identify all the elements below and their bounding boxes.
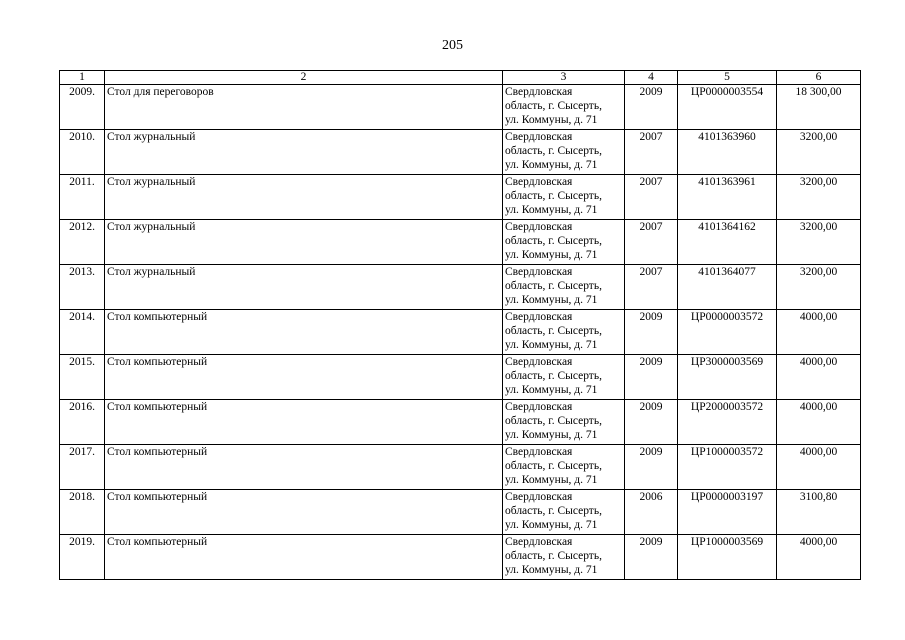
row-number: 2016. bbox=[60, 400, 105, 445]
item-cost: 4000,00 bbox=[777, 310, 861, 355]
item-address bbox=[503, 265, 625, 310]
item-name: Стол журнальный bbox=[105, 130, 503, 175]
item-year: 2009 bbox=[625, 310, 678, 355]
inventory-number: 4101363960 bbox=[678, 130, 777, 175]
table-row bbox=[60, 445, 861, 490]
address-line: область, г. Сысерть, bbox=[505, 100, 602, 112]
row-number: 2009. bbox=[60, 85, 105, 130]
column-header-1: 1 bbox=[60, 71, 105, 85]
table-row bbox=[60, 175, 861, 220]
address-line: область, г. Сысерть, bbox=[505, 505, 602, 517]
inventory-number: ЦР3000003569 bbox=[678, 355, 777, 400]
item-address bbox=[503, 490, 625, 535]
item-address bbox=[503, 445, 625, 490]
address-line: область, г. Сысерть, bbox=[505, 460, 602, 472]
column-header-5: 5 bbox=[678, 71, 777, 85]
address-line: Свердловская bbox=[505, 401, 573, 413]
item-year: 2007 bbox=[625, 130, 678, 175]
address-line: ул. Коммуны, д. 71 bbox=[505, 204, 598, 216]
address-line: область, г. Сысерть, bbox=[505, 190, 602, 202]
registry-table bbox=[59, 70, 861, 580]
inventory-number: ЦР0000003554 bbox=[678, 85, 777, 130]
item-year: 2009 bbox=[625, 400, 678, 445]
address-line: Свердловская bbox=[505, 356, 573, 368]
table-row bbox=[60, 130, 861, 175]
column-header-6: 6 bbox=[777, 71, 861, 85]
item-name: Стол журнальный bbox=[105, 175, 503, 220]
item-address bbox=[503, 220, 625, 265]
item-year: 2009 bbox=[625, 445, 678, 490]
table-body bbox=[60, 85, 861, 580]
column-header-2: 2 bbox=[105, 71, 503, 85]
item-year: 2007 bbox=[625, 175, 678, 220]
address-line: область, г. Сысерть, bbox=[505, 280, 602, 292]
address-line: Свердловская bbox=[505, 176, 573, 188]
address-line: ул. Коммуны, д. 71 bbox=[505, 519, 598, 531]
address-line: ул. Коммуны, д. 71 bbox=[505, 114, 598, 126]
item-year: 2007 bbox=[625, 265, 678, 310]
inventory-number: 4101363961 bbox=[678, 175, 777, 220]
table-row bbox=[60, 265, 861, 310]
item-cost: 4000,00 bbox=[777, 355, 861, 400]
item-cost: 4000,00 bbox=[777, 445, 861, 490]
item-name: Стол компьютерный bbox=[105, 400, 503, 445]
table-row bbox=[60, 85, 861, 130]
item-year: 2009 bbox=[625, 535, 678, 580]
item-name: Стол компьютерный bbox=[105, 445, 503, 490]
item-cost: 3100,80 bbox=[777, 490, 861, 535]
item-name: Стол журнальный bbox=[105, 265, 503, 310]
address-line: ул. Коммуны, д. 71 bbox=[505, 339, 598, 351]
item-address bbox=[503, 535, 625, 580]
item-year: 2006 bbox=[625, 490, 678, 535]
item-address bbox=[503, 310, 625, 355]
item-name: Стол компьютерный bbox=[105, 355, 503, 400]
inventory-number: ЦР0000003572 bbox=[678, 310, 777, 355]
item-cost: 4000,00 bbox=[777, 400, 861, 445]
inventory-number: ЦР1000003572 bbox=[678, 445, 777, 490]
row-number: 2013. bbox=[60, 265, 105, 310]
row-number: 2017. bbox=[60, 445, 105, 490]
page-number: 205 bbox=[442, 38, 463, 53]
item-year: 2009 bbox=[625, 85, 678, 130]
table-row bbox=[60, 535, 861, 580]
address-line: область, г. Сысерть, bbox=[505, 370, 602, 382]
row-number: 2011. bbox=[60, 175, 105, 220]
row-number: 2012. bbox=[60, 220, 105, 265]
table-row bbox=[60, 490, 861, 535]
item-address bbox=[503, 85, 625, 130]
address-line: Свердловская bbox=[505, 311, 573, 323]
inventory-number: 4101364077 bbox=[678, 265, 777, 310]
item-cost: 3200,00 bbox=[777, 265, 861, 310]
row-number: 2014. bbox=[60, 310, 105, 355]
header-row bbox=[60, 71, 861, 85]
address-line: область, г. Сысерть, bbox=[505, 550, 602, 562]
column-header-4: 4 bbox=[625, 71, 678, 85]
address-line: Свердловская bbox=[505, 221, 573, 233]
item-cost: 18 300,00 bbox=[777, 85, 861, 130]
table-row bbox=[60, 310, 861, 355]
item-cost: 3200,00 bbox=[777, 130, 861, 175]
address-line: область, г. Сысерть, bbox=[505, 235, 602, 247]
address-line: ул. Коммуны, д. 71 bbox=[505, 159, 598, 171]
address-line: область, г. Сысерть, bbox=[505, 145, 602, 157]
item-cost: 3200,00 bbox=[777, 220, 861, 265]
inventory-number: 4101364162 bbox=[678, 220, 777, 265]
inventory-number: ЦР1000003569 bbox=[678, 535, 777, 580]
address-line: Свердловская bbox=[505, 446, 573, 458]
item-year: 2007 bbox=[625, 220, 678, 265]
address-line: Свердловская bbox=[505, 86, 573, 98]
table-row bbox=[60, 220, 861, 265]
item-name: Стол компьютерный bbox=[105, 535, 503, 580]
address-line: область, г. Сысерть, bbox=[505, 415, 602, 427]
table-row bbox=[60, 400, 861, 445]
item-address bbox=[503, 355, 625, 400]
row-number: 2015. bbox=[60, 355, 105, 400]
item-cost: 4000,00 bbox=[777, 535, 861, 580]
inventory-number: ЦР0000003197 bbox=[678, 490, 777, 535]
row-number: 2018. bbox=[60, 490, 105, 535]
address-line: область, г. Сысерть, bbox=[505, 325, 602, 337]
row-number: 2010. bbox=[60, 130, 105, 175]
item-name: Стол для переговоров bbox=[105, 85, 503, 130]
address-line: ул. Коммуны, д. 71 bbox=[505, 429, 598, 441]
inventory-number: ЦР2000003572 bbox=[678, 400, 777, 445]
item-cost: 3200,00 bbox=[777, 175, 861, 220]
item-name: Стол журнальный bbox=[105, 220, 503, 265]
item-address bbox=[503, 175, 625, 220]
table-row bbox=[60, 355, 861, 400]
item-year: 2009 bbox=[625, 355, 678, 400]
address-line: ул. Коммуны, д. 71 bbox=[505, 249, 598, 261]
row-number: 2019. bbox=[60, 535, 105, 580]
item-name: Стол компьютерный bbox=[105, 490, 503, 535]
address-line: ул. Коммуны, д. 71 bbox=[505, 384, 598, 396]
address-line: ул. Коммуны, д. 71 bbox=[505, 474, 598, 486]
item-address bbox=[503, 400, 625, 445]
address-line: Свердловская bbox=[505, 131, 573, 143]
address-line: ул. Коммуны, д. 71 bbox=[505, 564, 598, 576]
address-line: Свердловская bbox=[505, 491, 573, 503]
address-line: Свердловская bbox=[505, 536, 573, 548]
item-name: Стол компьютерный bbox=[105, 310, 503, 355]
address-line: Свердловская bbox=[505, 266, 573, 278]
item-address bbox=[503, 130, 625, 175]
column-header-3: 3 bbox=[503, 71, 625, 85]
address-line: ул. Коммуны, д. 71 bbox=[505, 294, 598, 306]
